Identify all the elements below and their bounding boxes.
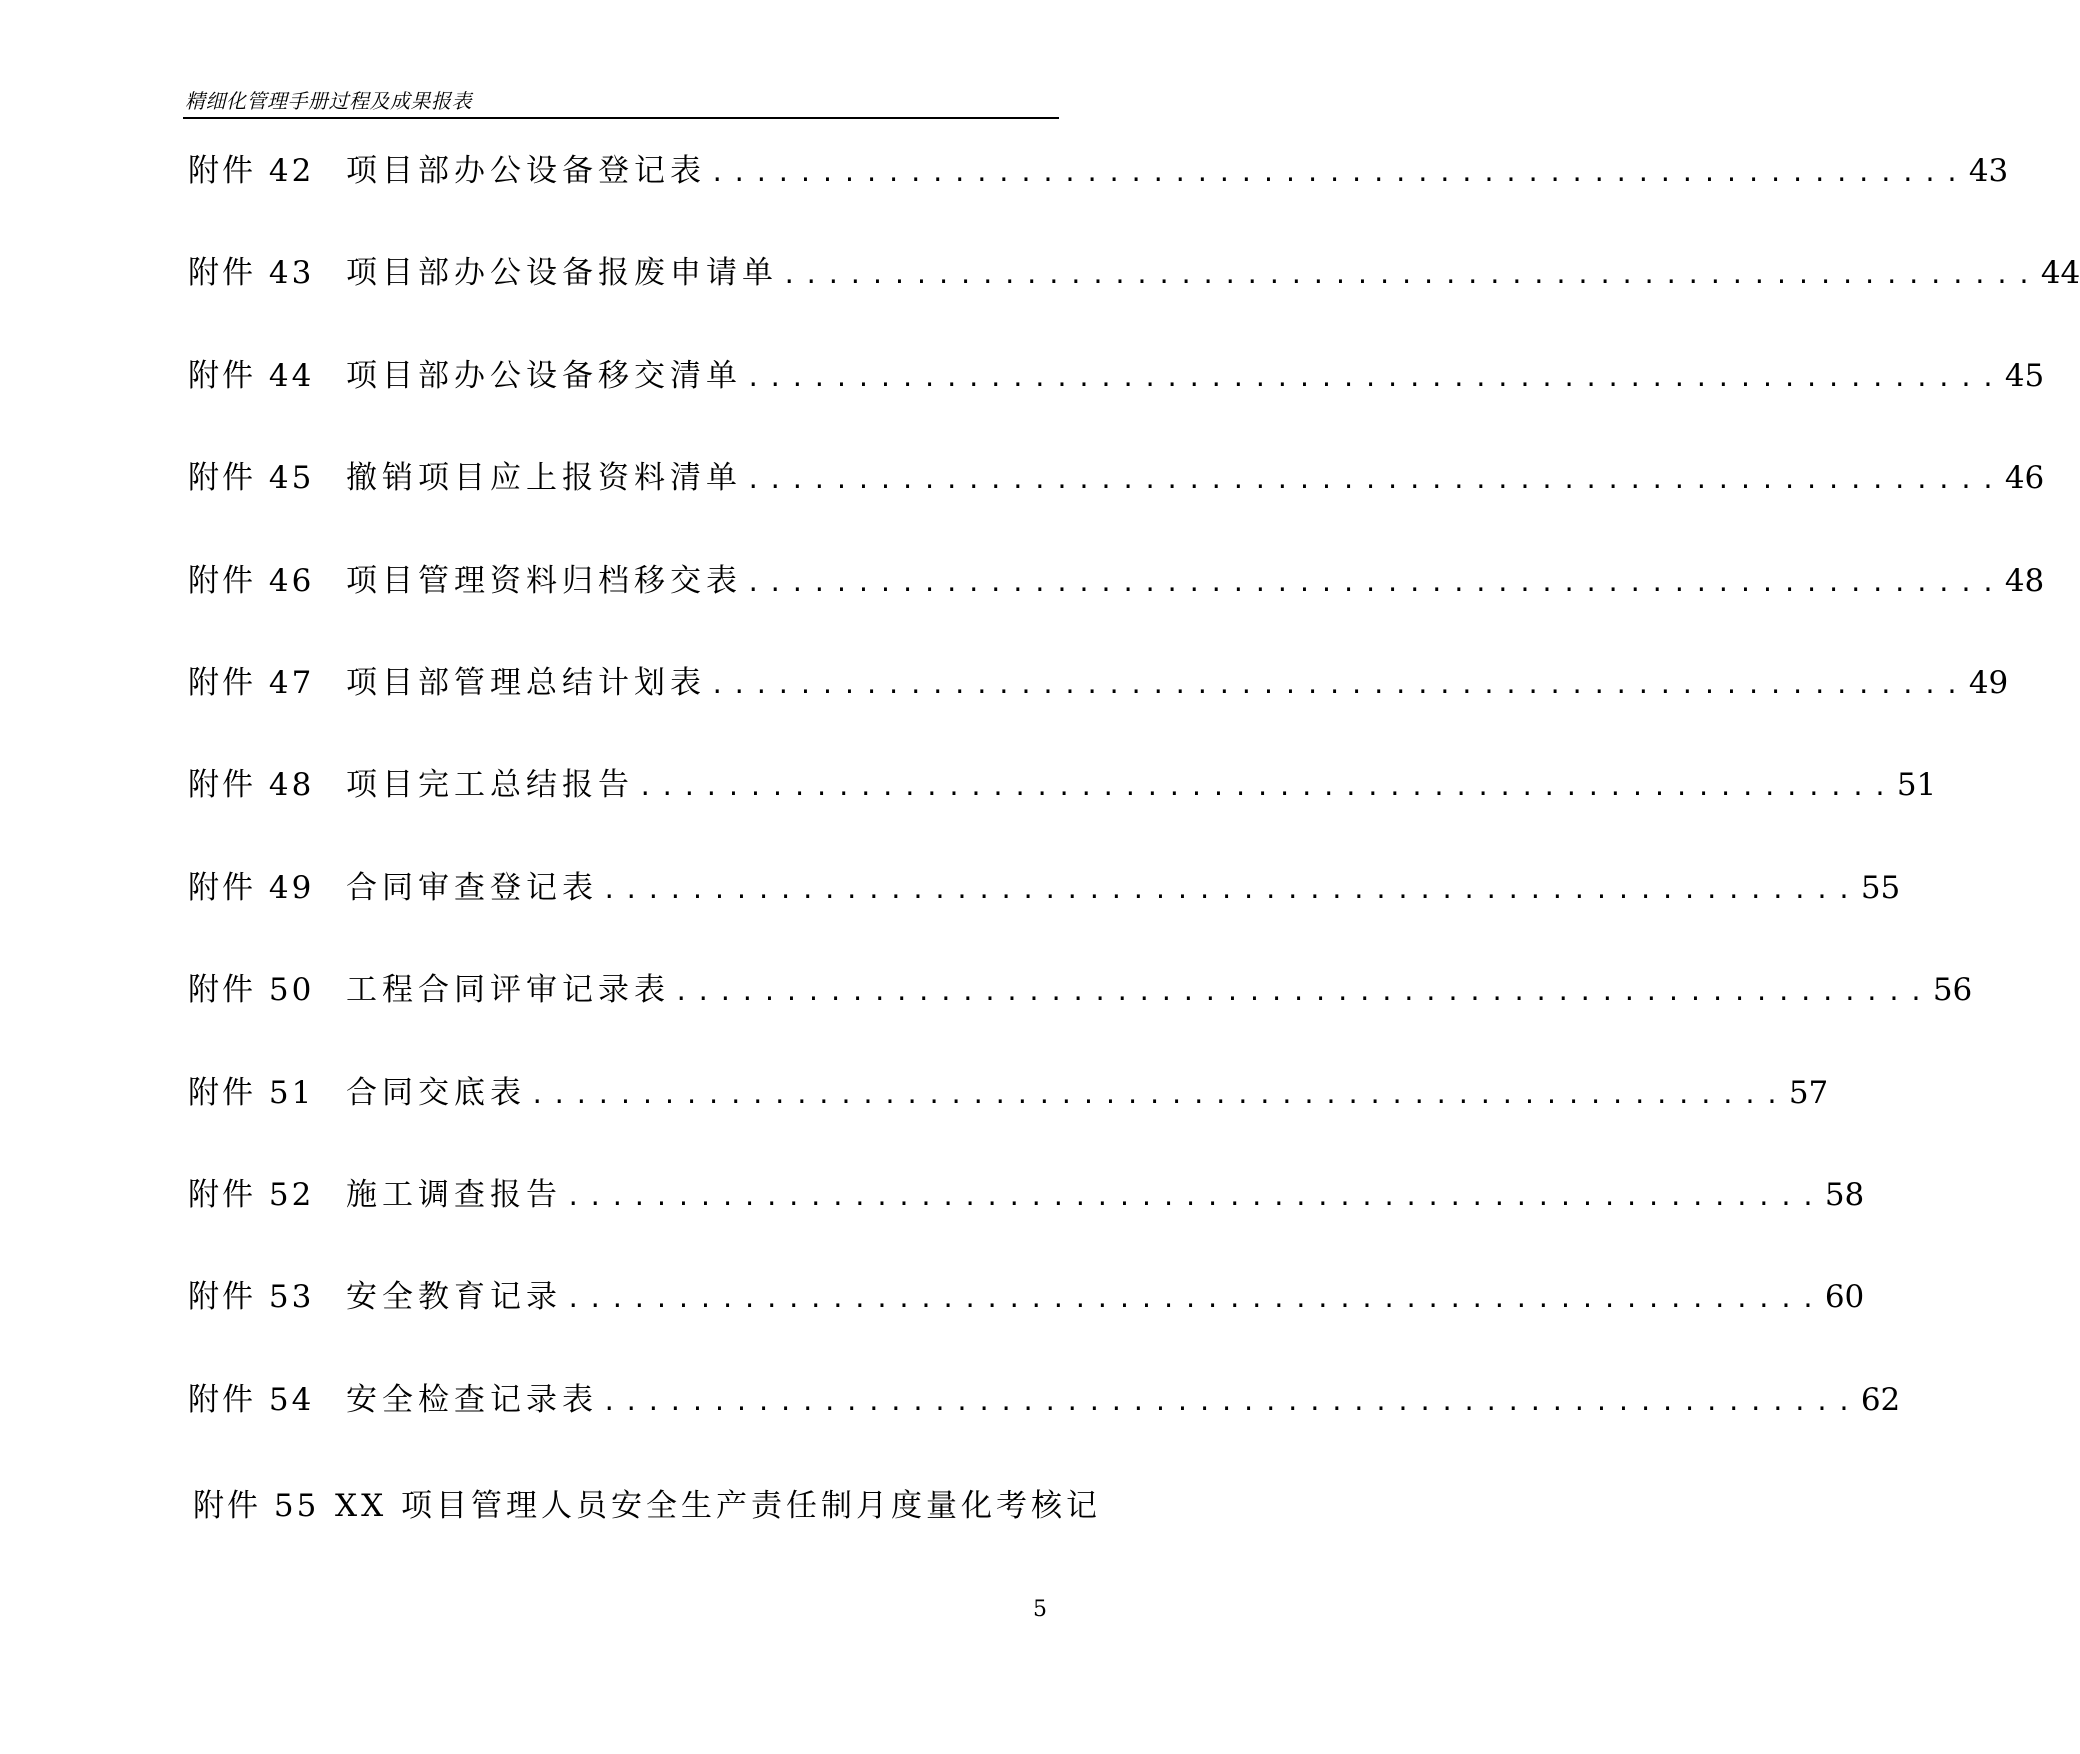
toc-entry-title: 合同交底表 [346, 1074, 526, 1111]
toc-entry-title: 项目部办公设备报废申请单 [346, 255, 778, 292]
toc-entry-page: 45 [2004, 357, 2045, 394]
toc-entry[interactable] [188, 964, 1973, 1066]
toc-entry[interactable] [188, 862, 1901, 964]
toc-leader-dots: ......................................................... [566, 1182, 1823, 1211]
toc-entry[interactable] [188, 1374, 1901, 1476]
toc-leader-dots: ......................................................... [746, 568, 2003, 597]
toc-entry-label: 附件 54 [188, 1381, 315, 1418]
toc-entry-title: 项目部办公设备移交清单 [346, 357, 742, 394]
toc-entry-page: 43 [1968, 153, 2009, 189]
toc-entry-label: 附件 43 [188, 255, 315, 292]
page-header [183, 84, 1059, 119]
header-title: 精细化管理手册过程及成果报表 [185, 89, 472, 113]
toc-leader-dots: ......................................................... [746, 466, 2003, 495]
toc-entry-page: 57 [1788, 1074, 1829, 1111]
toc-entry-page: 62 [1860, 1381, 1901, 1418]
toc-entry-label: 附件 53 [188, 1279, 315, 1316]
toc-entry[interactable] [188, 247, 2080, 349]
toc-entry-page: 46 [2004, 460, 2045, 497]
toc-entry-title: 施工调查报告 [346, 1176, 562, 1213]
table-of-contents [188, 145, 2080, 1476]
toc-entry-page: 49 [1968, 664, 2009, 701]
toc-entry[interactable] [188, 452, 2045, 554]
toc-entry-label: 附件 50 [188, 972, 315, 1009]
toc-entry-label: 附件 46 [188, 562, 315, 599]
toc-entry[interactable] [188, 1271, 1865, 1373]
toc-entry-page: 55 [1860, 869, 1901, 906]
toc-entry-label: 附件 42 [188, 153, 315, 189]
toc-leader-dots: ......................................................... [674, 978, 1931, 1007]
toc-entry-title: 项目部办公设备登记表 [346, 153, 706, 189]
toc-entry-title: 撤销项目应上报资料清单 [346, 460, 742, 497]
toc-entry-page: 48 [2004, 562, 2045, 599]
toc-leader-dots: ......................................................... [638, 773, 1895, 802]
toc-leader-dots: ......................................................... [746, 363, 2003, 392]
toc-entry-page: 58 [1824, 1176, 1865, 1213]
toc-entry[interactable] [188, 1067, 1829, 1169]
toc-entry-label: 附件 52 [188, 1176, 315, 1213]
toc-entry-title: 工程合同评审记录表 [346, 972, 670, 1009]
toc-entry-page: 60 [1824, 1279, 1865, 1316]
toc-entry-page: 51 [1896, 767, 1937, 804]
toc-leader-dots: ......................................................... [566, 1285, 1823, 1314]
toc-leader-dots: ......................................................... [530, 1080, 1787, 1109]
toc-entry-last[interactable] [193, 1480, 1101, 1525]
toc-entry-page: 56 [1932, 972, 1973, 1009]
toc-entry[interactable] [188, 555, 2045, 657]
toc-entry-label: 附件 55 [193, 1488, 320, 1524]
toc-entry-label: 附件 47 [188, 664, 315, 701]
toc-entry-title: 项目完工总结报告 [346, 767, 634, 804]
toc-leader-dots: ......................................................... [710, 159, 1967, 187]
toc-entry-title: 项目管理资料归档移交表 [346, 562, 742, 599]
toc-entry-label: 附件 44 [188, 357, 315, 394]
toc-entry-label: 附件 45 [188, 460, 315, 497]
toc-entry[interactable] [188, 759, 1937, 861]
toc-leader-dots: ......................................................... [710, 670, 1967, 699]
toc-entry[interactable] [188, 145, 2009, 247]
toc-entry-label: 附件 51 [188, 1074, 315, 1111]
toc-entry-title: 项目部管理总结计划表 [346, 664, 706, 701]
toc-entry[interactable] [188, 350, 2045, 452]
toc-entry-title: XX 项目管理人员安全生产责任制月度量化考核记 [335, 1488, 1101, 1524]
toc-entry-title: 安全教育记录 [346, 1279, 562, 1316]
toc-leader-dots: ......................................................... [782, 261, 2039, 290]
toc-entry-title: 安全检查记录表 [346, 1381, 598, 1418]
toc-entry-title: 合同审查登记表 [346, 869, 598, 906]
toc-entry-label: 附件 48 [188, 767, 315, 804]
toc-entry[interactable] [188, 657, 2009, 759]
toc-entry[interactable] [188, 1169, 1865, 1271]
toc-entry-page: 44 [2040, 255, 2080, 292]
toc-leader-dots: ......................................................... [602, 1387, 1859, 1416]
toc-entry-label: 附件 49 [188, 869, 315, 906]
toc-leader-dots: ......................................................... [602, 875, 1859, 904]
page-number: 5 [1033, 1597, 1047, 1622]
